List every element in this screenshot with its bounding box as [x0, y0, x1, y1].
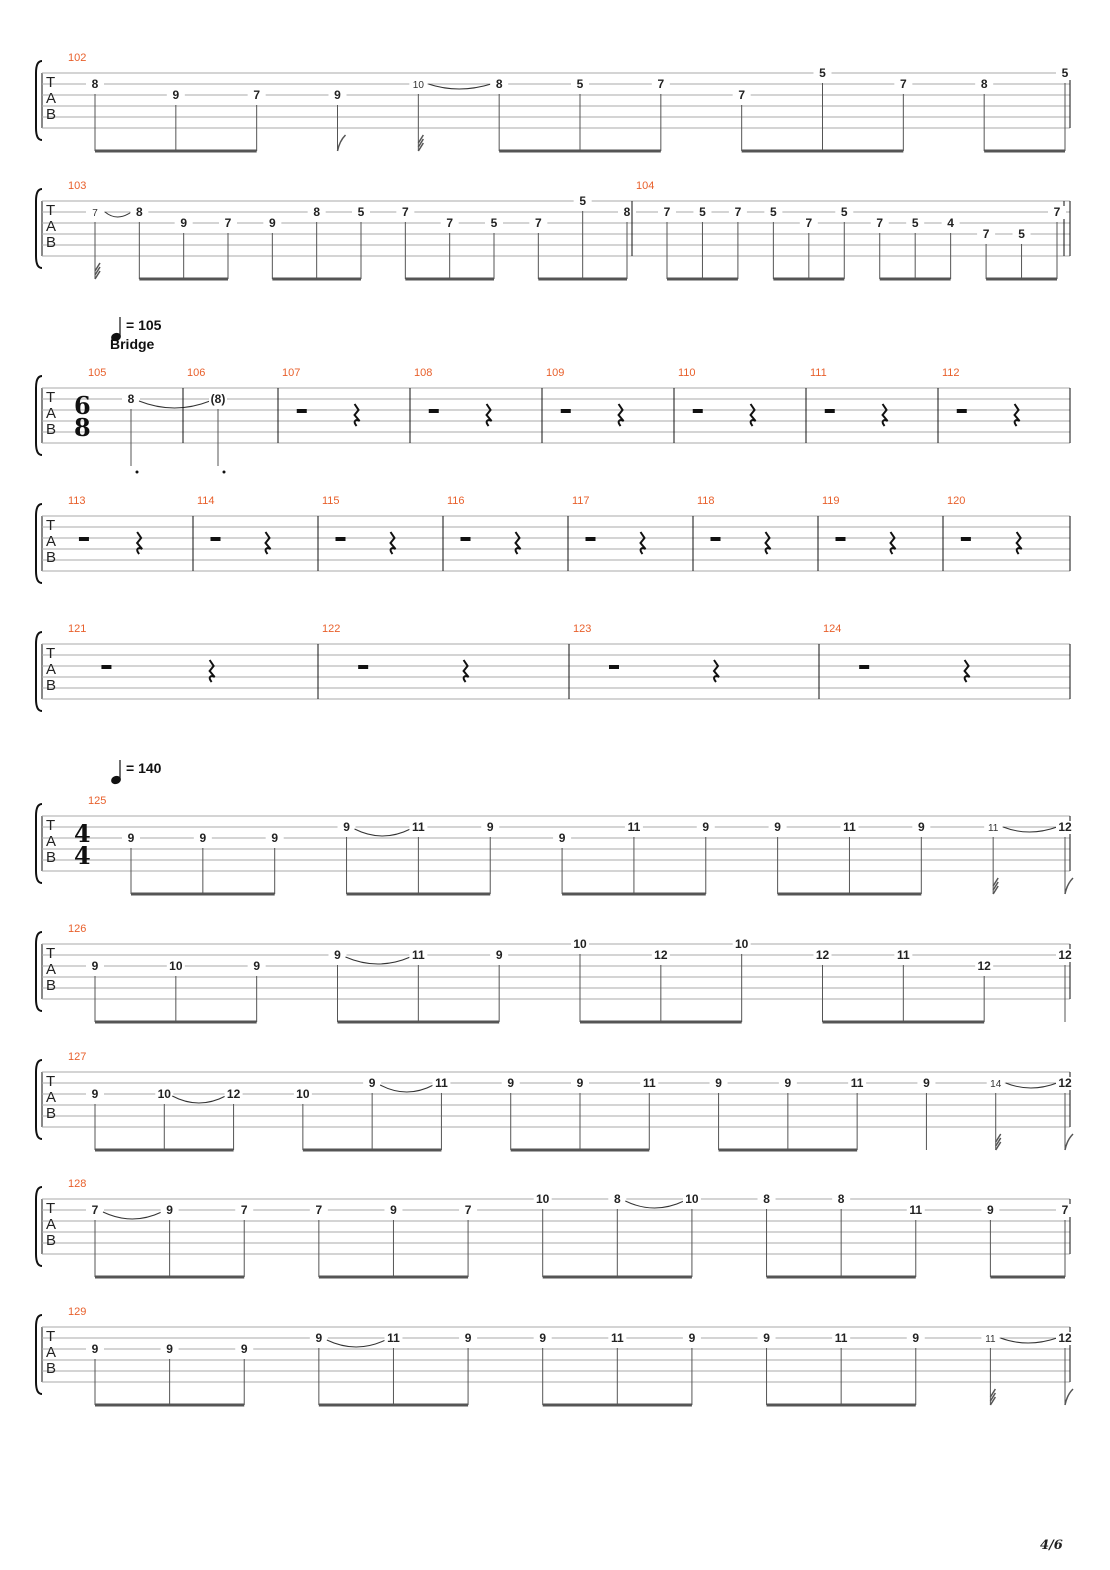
quarter-rest-icon — [883, 404, 888, 426]
rhythm-dot — [136, 471, 139, 474]
system-bracket — [36, 632, 42, 711]
fret-number: 7 — [738, 88, 746, 102]
half-rest-icon — [693, 409, 703, 413]
fret-number: 9 — [368, 1076, 376, 1090]
fret-number: 9 — [539, 1331, 547, 1345]
system-bracket — [36, 504, 42, 583]
measure-number: 111 — [810, 367, 827, 379]
fret-number: 9 — [576, 1076, 584, 1090]
fret-number: 8 — [91, 77, 99, 91]
measure-number: 112 — [942, 367, 960, 379]
half-rest-icon — [336, 537, 346, 541]
fret-number: 11 — [412, 820, 425, 834]
tab-letter-a: A — [46, 1089, 57, 1106]
fret-number: 10 — [157, 1087, 171, 1101]
tab-system — [36, 623, 1070, 711]
fret-number: 5 — [840, 205, 848, 219]
quarter-rest-icon — [714, 660, 719, 682]
fret-number: 9 — [343, 820, 350, 834]
fret-number: 9 — [912, 1331, 920, 1345]
half-rest-icon — [836, 537, 846, 541]
fret-number: 11 — [627, 820, 641, 834]
eighth-flag — [338, 135, 346, 151]
measure-number: 103 — [68, 180, 87, 192]
tab-letter-b: B — [46, 677, 57, 694]
tab-letter-t: T — [46, 74, 56, 91]
tie-arc — [139, 401, 210, 408]
measure-number: 109 — [546, 367, 565, 379]
tab-letter-b: B — [46, 421, 57, 438]
fret-number: 7 — [805, 216, 813, 230]
tab-letter-a: A — [46, 1216, 57, 1233]
fret-number: 5 — [1018, 227, 1025, 241]
quarter-rest-icon — [210, 660, 215, 682]
measure-number: 129 — [68, 1306, 87, 1318]
fret-number: 7 — [253, 88, 261, 102]
fret-number: 9 — [91, 1342, 99, 1356]
measure-number: 122 — [322, 623, 341, 635]
measure-number: 104 — [636, 180, 655, 192]
fret-number: 9 — [199, 831, 207, 845]
tab-letter-b: B — [46, 549, 57, 566]
quarter-rest-icon — [751, 404, 756, 426]
fret-number: 7 — [1053, 205, 1061, 219]
fret-number: 10 — [734, 937, 749, 951]
quarter-rest-icon — [891, 532, 896, 554]
fret-number: 8 — [763, 1192, 770, 1206]
tie-arc — [346, 957, 411, 964]
fret-number: 9 — [702, 820, 710, 834]
eighth-flag — [1065, 1134, 1073, 1150]
fret-number: 11 — [850, 1076, 864, 1090]
tab-letter-b: B — [46, 977, 57, 994]
tab-letter-t: T — [46, 1200, 56, 1217]
fret-number: 7 — [446, 216, 454, 230]
fret-number: 7 — [315, 1203, 323, 1217]
fret-number: 9 — [172, 88, 180, 102]
measure-number: 118 — [697, 495, 715, 507]
quarter-rest-icon — [355, 404, 360, 426]
tab-letter-a: A — [46, 90, 57, 107]
fret-number: 11 — [411, 948, 425, 962]
slide-arc — [1003, 827, 1057, 832]
half-rest-icon — [211, 537, 221, 541]
measure-number: 116 — [447, 495, 465, 507]
system-bracket — [36, 1315, 42, 1394]
tie-arc — [327, 1340, 386, 1347]
half-rest-icon — [609, 665, 619, 669]
fret-number: 9 — [91, 1087, 99, 1101]
system-bracket — [36, 376, 42, 455]
fret-number: 9 — [495, 948, 503, 962]
fret-number: 9 — [166, 1342, 173, 1356]
fret-number: 12 — [1058, 820, 1072, 834]
tempo-marking: = 105 — [126, 317, 162, 333]
eighth-flag — [1065, 878, 1073, 894]
tab-letter-t: T — [46, 1073, 56, 1090]
tab-system — [36, 1051, 1074, 1150]
fret-number: 9 — [558, 831, 566, 845]
system-bracket — [36, 1187, 42, 1266]
fret-number: 9 — [715, 1076, 722, 1090]
quarter-rest-icon — [766, 532, 771, 554]
measure-number: 114 — [197, 495, 215, 507]
half-rest-icon — [961, 537, 971, 541]
half-rest-icon — [957, 409, 967, 413]
measure-number: 117 — [572, 495, 590, 507]
fret-number: 8 — [837, 1192, 845, 1206]
system-bracket — [36, 189, 42, 268]
fret-number: 9 — [390, 1203, 397, 1217]
tab-letter-t: T — [46, 945, 56, 962]
measure-number: 105 — [88, 367, 107, 379]
fret-number: 9 — [784, 1076, 792, 1090]
measure-number: 102 — [68, 52, 87, 64]
tab-letter-a: A — [46, 1344, 57, 1361]
tab-letter-a: A — [46, 533, 57, 550]
fret-number: 7 — [92, 208, 98, 219]
tab-system — [36, 760, 1074, 894]
section-label: Bridge — [110, 336, 155, 352]
tab-letter-a: A — [46, 405, 57, 422]
measure-number: 120 — [947, 495, 966, 507]
fret-number: 11 — [610, 1331, 624, 1345]
fret-number: 9 — [917, 820, 925, 834]
fret-number: 9 — [253, 959, 261, 973]
fret-number: 9 — [334, 88, 341, 102]
fret-number: 9 — [486, 820, 494, 834]
half-rest-icon — [297, 409, 307, 413]
fret-number: 12 — [1058, 948, 1072, 962]
fret-number: 7 — [401, 205, 409, 219]
fret-number: 9 — [315, 1331, 323, 1345]
tab-letter-t: T — [46, 817, 56, 834]
fret-number: 9 — [774, 820, 781, 834]
measure-number: 106 — [187, 367, 206, 379]
tab-letter-b: B — [46, 106, 57, 123]
half-rest-icon — [561, 409, 571, 413]
half-rest-icon — [429, 409, 439, 413]
fret-number: 7 — [464, 1203, 472, 1217]
tab-letter-t: T — [46, 517, 56, 534]
measure-number: 110 — [678, 367, 696, 379]
tab-letter-b: B — [46, 849, 57, 866]
tab-system — [36, 495, 1070, 583]
fret-number: 10 — [296, 1087, 310, 1101]
tab-letter-a: A — [46, 661, 57, 678]
fret-number: 5 — [699, 205, 706, 219]
half-rest-icon — [79, 537, 89, 541]
fret-number: 11 — [435, 1076, 448, 1090]
tab-letter-b: B — [46, 1360, 57, 1377]
fret-number: 5 — [1061, 66, 1069, 80]
tab-letter-a: A — [46, 218, 57, 235]
measure-number: 125 — [88, 795, 107, 807]
fret-number: 10 — [536, 1192, 550, 1206]
fret-number: 8 — [613, 1192, 621, 1206]
quarter-rest-icon — [1017, 532, 1022, 554]
tempo-marking: = 140 — [126, 760, 162, 776]
slide-arc — [105, 212, 131, 217]
fret-number: 5 — [579, 194, 587, 208]
fret-number: 9 — [240, 1342, 248, 1356]
fret-number: 12 — [226, 1087, 241, 1101]
quarter-rest-icon — [516, 532, 521, 554]
eighth-flag — [1065, 1389, 1073, 1405]
tab-letter-a: A — [46, 961, 57, 978]
fret-number: 12 — [1058, 1331, 1072, 1345]
fret-number: 7 — [224, 216, 232, 230]
tie-arc — [172, 1096, 225, 1103]
measure-number: 119 — [822, 495, 840, 507]
fret-number: 5 — [490, 216, 498, 230]
fret-number: 5 — [911, 216, 919, 230]
tie-arc — [625, 1201, 684, 1208]
tab-system — [36, 1178, 1074, 1277]
fret-number: 11 — [985, 1334, 996, 1345]
time-signature-bottom: 8 — [74, 413, 91, 442]
fret-number: 9 — [180, 216, 188, 230]
measure-number: 126 — [68, 923, 87, 935]
fret-number: 14 — [990, 1079, 1002, 1090]
fret-number: 8 — [135, 205, 143, 219]
fret-number: 7 — [91, 1203, 99, 1217]
fret-number: 8 — [623, 205, 631, 219]
system-bracket — [36, 61, 42, 140]
measure-number: 128 — [68, 1178, 87, 1190]
tie-arc — [355, 829, 411, 836]
tab-letter-b: B — [46, 1232, 57, 1249]
measure-number: 124 — [823, 623, 842, 635]
half-rest-icon — [825, 409, 835, 413]
tab-letter-a: A — [46, 833, 57, 850]
tab-system — [36, 1306, 1074, 1405]
tab-letter-t: T — [46, 389, 56, 406]
tab-system — [36, 180, 1070, 279]
measure-number: 108 — [414, 367, 433, 379]
fret-number: 11 — [896, 948, 910, 962]
fret-number: 7 — [657, 77, 665, 91]
fret-number: 9 — [763, 1331, 770, 1345]
measure-number: 107 — [282, 367, 301, 379]
quarter-rest-icon — [965, 660, 970, 682]
measure-number: 115 — [322, 495, 340, 507]
half-rest-icon — [711, 537, 721, 541]
page-number: 4/6 — [1040, 1538, 1063, 1553]
measure-number: 127 — [68, 1051, 87, 1063]
slide-arc — [428, 84, 491, 89]
time-signature-bottom: 4 — [74, 841, 91, 870]
fret-number: 8 — [980, 77, 988, 91]
half-rest-icon — [358, 665, 368, 669]
fret-number: 7 — [876, 216, 884, 230]
fret-number: (8) — [210, 392, 226, 406]
quarter-rest-icon — [641, 532, 646, 554]
system-bracket — [36, 1060, 42, 1139]
fret-number: 9 — [166, 1203, 173, 1217]
fret-number: 9 — [464, 1331, 472, 1345]
fret-number: 5 — [357, 205, 365, 219]
fret-number: 9 — [507, 1076, 515, 1090]
system-bracket — [36, 932, 42, 1011]
fret-number: 12 — [1058, 1076, 1072, 1090]
fret-number: 12 — [815, 948, 830, 962]
fret-number: 12 — [654, 948, 668, 962]
fret-number: 10 — [412, 80, 424, 91]
fret-number: 11 — [642, 1076, 656, 1090]
tab-letter-b: B — [46, 234, 57, 251]
fret-number: 8 — [495, 77, 503, 91]
quarter-rest-icon — [619, 404, 624, 426]
measure-number: 121 — [68, 623, 87, 635]
fret-number: 9 — [688, 1331, 696, 1345]
fret-number: 5 — [576, 77, 584, 91]
fret-number: 8 — [313, 205, 321, 219]
measure-number: 123 — [573, 623, 592, 635]
tie-arc — [380, 1085, 433, 1092]
tab-letter-t: T — [46, 202, 56, 219]
fret-number: 11 — [387, 1331, 400, 1345]
fret-number: 10 — [573, 937, 587, 951]
fret-number: 7 — [734, 205, 742, 219]
fret-number: 9 — [987, 1203, 994, 1217]
half-rest-icon — [859, 665, 869, 669]
fret-number: 11 — [909, 1203, 923, 1217]
fret-number: 7 — [1061, 1203, 1069, 1217]
fret-number: 7 — [240, 1203, 248, 1217]
fret-number: 11 — [843, 820, 856, 834]
fret-number: 12 — [977, 959, 991, 973]
fret-number: 9 — [923, 1076, 930, 1090]
fret-number: 5 — [819, 66, 826, 80]
tab-letter-b: B — [46, 1105, 57, 1122]
quarter-rest-icon — [266, 532, 271, 554]
fret-number: 7 — [982, 227, 990, 241]
slide-arc — [1000, 1338, 1057, 1343]
fret-number: 10 — [685, 1192, 699, 1206]
measure-number: 113 — [68, 495, 86, 507]
quarter-rest-icon — [487, 404, 492, 426]
fret-number: 4 — [947, 216, 954, 230]
half-rest-icon — [461, 537, 471, 541]
quarter-rest-icon — [391, 532, 396, 554]
fret-number: 9 — [268, 216, 276, 230]
fret-number: 10 — [169, 959, 183, 973]
fret-number: 9 — [271, 831, 279, 845]
fret-number: 5 — [770, 205, 777, 219]
fret-number: 11 — [987, 823, 999, 834]
system-bracket — [36, 804, 42, 883]
quarter-rest-icon — [1015, 404, 1020, 426]
fret-number: 8 — [127, 392, 135, 406]
fret-number: 9 — [127, 831, 135, 845]
fret-number: 7 — [534, 216, 542, 230]
rhythm-dot — [223, 471, 226, 474]
tab-system — [36, 52, 1074, 151]
fret-number: 9 — [334, 948, 341, 962]
fret-number: 7 — [899, 77, 907, 91]
half-rest-icon — [101, 665, 111, 669]
tab-system — [36, 923, 1074, 1022]
tab-letter-t: T — [46, 645, 56, 662]
fret-number: 7 — [663, 205, 671, 219]
slide-arc — [1006, 1083, 1057, 1088]
tab-letter-t: T — [46, 1328, 56, 1345]
time-signature-top: 6 — [74, 391, 91, 420]
tab-system — [36, 317, 1070, 474]
time-signature-top: 4 — [74, 819, 91, 848]
half-rest-icon — [586, 537, 596, 541]
tie-arc — [103, 1212, 162, 1219]
quarter-rest-icon — [464, 660, 469, 682]
fret-number: 9 — [91, 959, 99, 973]
fret-number: 11 — [834, 1331, 848, 1345]
quarter-rest-icon — [137, 532, 142, 554]
